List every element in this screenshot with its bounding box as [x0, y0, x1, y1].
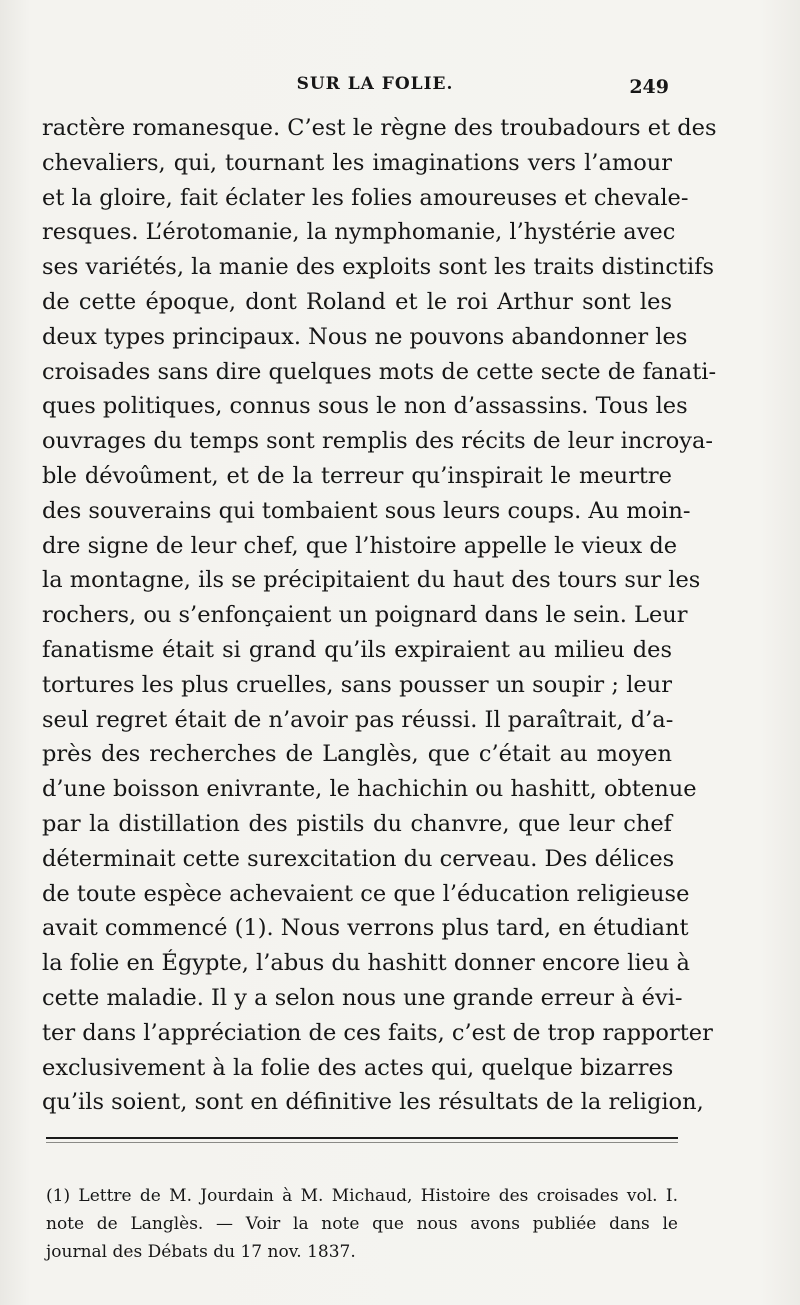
footnote-line: journal des Débats du 17 nov. 1837.	[46, 1242, 356, 1262]
text-line: resques. L’érotomanie, la nymphomanie, l’hystérie avec	[42, 219, 676, 246]
text-line: de cette époque, dont Roland et le roi Arthur sont les	[42, 288, 672, 315]
text-line: et la gloire, fait éclater les folies amoureuses et chevale-	[42, 184, 689, 211]
text-line: ble dévoûment, et de la terreur qu’inspirait le meurtre	[42, 462, 672, 489]
footnote-rule-thin	[46, 1142, 678, 1143]
text-line: tortures les plus cruelles, sans pousser un soupir ; leur	[42, 671, 672, 698]
text-line: deux types principaux. Nous ne pouvons abandonner les	[42, 323, 688, 350]
text-line: ses variétés, la manie des exploits sont les traits distinctifs	[42, 254, 715, 281]
text-line: fanatisme était si grand qu’ils expiraient au milieu des	[42, 636, 672, 663]
text-line: d’une boisson enivrante, le hachichin ou hashitt, obtenue	[42, 776, 697, 803]
text-line: par la distillation des pistils du chanvre, que leur chef	[42, 810, 672, 837]
running-title: SUR LA FOLIE.	[296, 74, 454, 94]
text-line: ter dans l’appréciation de ces faits, c’est de trop rapporter	[42, 1019, 713, 1046]
footnote-rule	[46, 1137, 678, 1139]
text-line: cette maladie. Il y a selon nous une grande erreur à évi-	[42, 984, 683, 1011]
text-line: de toute espèce achevaient ce que l’éducation religieuse	[42, 880, 690, 907]
footnote-line: note de Langlès. — Voir la note que nous avons publiée dans le	[46, 1214, 678, 1234]
text-line: dre signe de leur chef, que l’histoire appelle le vieux de	[42, 532, 678, 559]
text-line: ouvrages du temps sont remplis des récits de leur incroya-	[42, 428, 713, 455]
text-line: la montagne, ils se précipitaient du haut des tours sur les	[42, 567, 701, 594]
text-line: rochers, ou s’enfonçaient un poignard dans le sein. Leur	[42, 602, 688, 629]
text-line: des souverains qui tombaient sous leurs coups. Au moin-	[42, 497, 691, 524]
text-line: la folie en Égypte, l’abus du hashitt donner encore lieu à	[42, 950, 690, 977]
text-line: près des recherches de Langlès, que c’était au moyen	[42, 741, 672, 768]
text-line: avait commencé (1). Nous verrons plus tard, en étudiant	[42, 915, 689, 942]
text-line: seul regret était de n’avoir pas réussi. Il paraîtrait, d’a-	[42, 706, 674, 733]
page-number: 249	[629, 76, 669, 98]
text-line: exclusivement à la folie des actes qui, quelque bizarres	[42, 1054, 674, 1081]
text-line: qu’ils soient, sont en définitive les résultats de la religion,	[42, 1089, 704, 1116]
body-text	[42, 111, 717, 1120]
footnote-line: (1) Lettre de M. Jourdain à M. Michaud, Histoire des croisades vol. I.	[46, 1186, 678, 1206]
text-line: déterminait cette surexcitation du cerveau. Des délices	[42, 845, 675, 872]
text-line: ques politiques, connus sous le non d’assassins. Tous les	[42, 393, 688, 420]
text-line: croisades sans dire quelques mots de cette secte de fanati-	[42, 358, 717, 385]
footnote	[46, 1182, 678, 1266]
text-line: ractère romanesque. C’est le règne des troubadours et des	[42, 115, 717, 141]
text-line: chevaliers, qui, tournant les imaginations vers l’amour	[42, 149, 672, 176]
page-header	[0, 72, 800, 104]
